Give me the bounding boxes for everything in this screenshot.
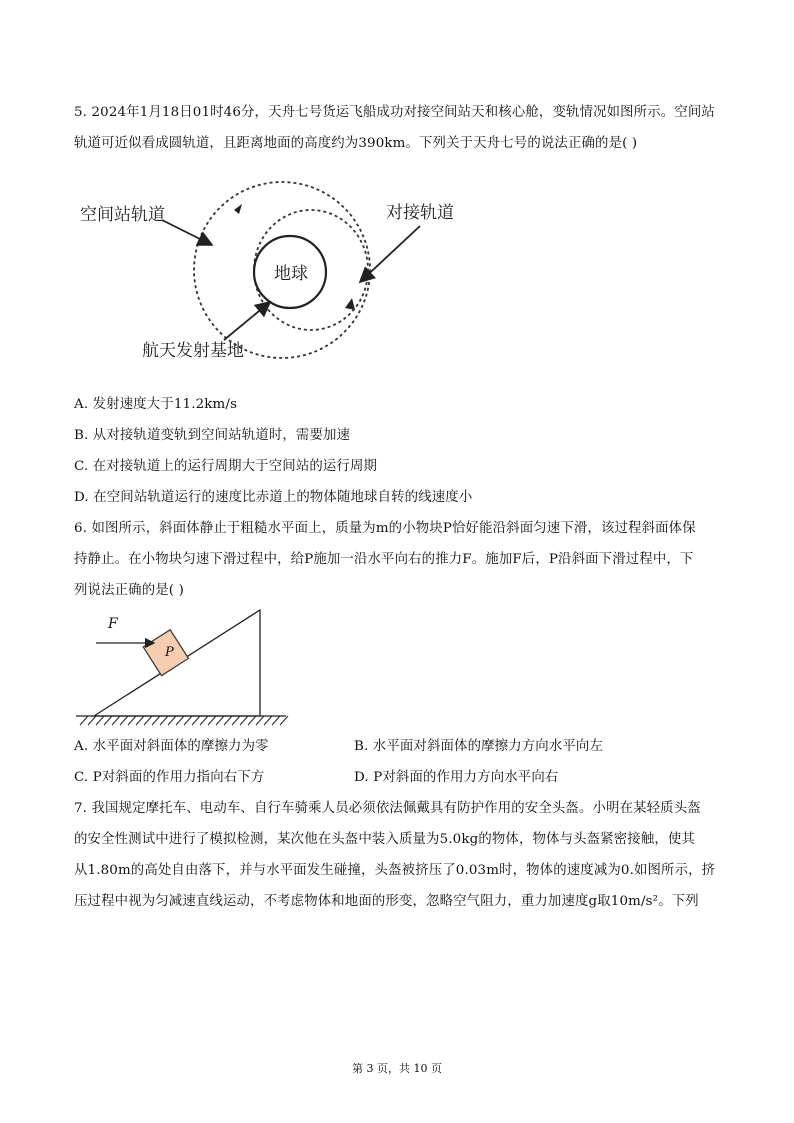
station-orbit-pointer [162,220,212,245]
q5-option-d: D. 在空间站轨道运行的速度比赤道上的物体随地球自转的线速度小 [74,490,473,505]
q6-option-b: B. 水平面对斜面体的摩擦力方向水平向左 [354,739,603,754]
q6-line-2: 持静止。在小物块匀速下滑过程中，给P施加一沿水平向右的推力F。施加F后，P沿斜面下滑过程中，下 [74,552,694,567]
q6-incline-figure [74,610,304,730]
page-footer: 第 3 页，共 10 页 [352,1062,442,1075]
q6-line-3: 列说法正确的是( ) [74,583,184,598]
q7-line-4: 压过程中视为匀减速直线运动，不考虑物体和地面的形变，忽略空气阻力，重力加速度g取10m/s²。下列 [74,894,699,909]
q6-option-a: A. 水平面对斜面体的摩擦力为零 [74,739,269,754]
ground-hatching [80,716,288,725]
docking-orbit-label: 对接轨道 [386,203,454,223]
q5-option-a: A. 发射速度大于11.2km/s [74,397,238,412]
q7-line-1: 7. 我国规定摩托车、电动车、自行车骑乘人员必须依法佩戴具有防护作用的安全头盔。小明在某轻质头盔 [74,801,701,816]
q5-line-2: 轨道可近似看成圆轨道，且距离地面的高度约为390km。下列关于天舟七号的说法正确的是( ) [74,136,638,151]
q5-option-c: C. 在对接轨道上的运行周期大于空间站的运行周期 [74,459,378,474]
station-orbit-label: 空间站轨道 [80,205,165,225]
launch-base-label: 航天发射基地 [142,341,244,361]
q7-line-3: 从1.80m的高处自由落下，并与水平面发生碰撞，头盔被挤压了0.03m时，物体的速度减为0.如图所示，挤 [74,863,716,878]
earth-label: 地球 [274,264,308,284]
block-p-label: P [165,645,174,660]
station-orbit-direction-icon [234,204,242,214]
q6-option-d: D. P对斜面的作用力方向水平向右 [354,770,559,785]
force-f-label: F [108,616,118,632]
docking-orbit-direction-icon [345,298,355,310]
launch-base-pointer [224,302,270,340]
q5-option-b: B. 从对接轨道变轨到空间站轨道时，需要加速 [74,428,351,443]
q5-orbit-figure [74,190,474,370]
q7-line-2: 的安全性测试中进行了模拟检测，某次他在头盔中装入质量为5.0kg的物体，物体与头盔紧密接触，使其 [74,832,695,847]
q5-line-1: 5. 2024年1月18日01时46分，天舟七号货运飞船成功对接空间站天和核心舱，变轨情况如图所示。空间站 [74,105,715,120]
q6-option-c: C. P对斜面的作用力指向右下方 [74,770,265,785]
q6-line-1: 6. 如图所示，斜面体静止于粗糙水平面上，质量为m的小物块P恰好能沿斜面匀速下滑，该过程斜面体保 [74,521,696,536]
